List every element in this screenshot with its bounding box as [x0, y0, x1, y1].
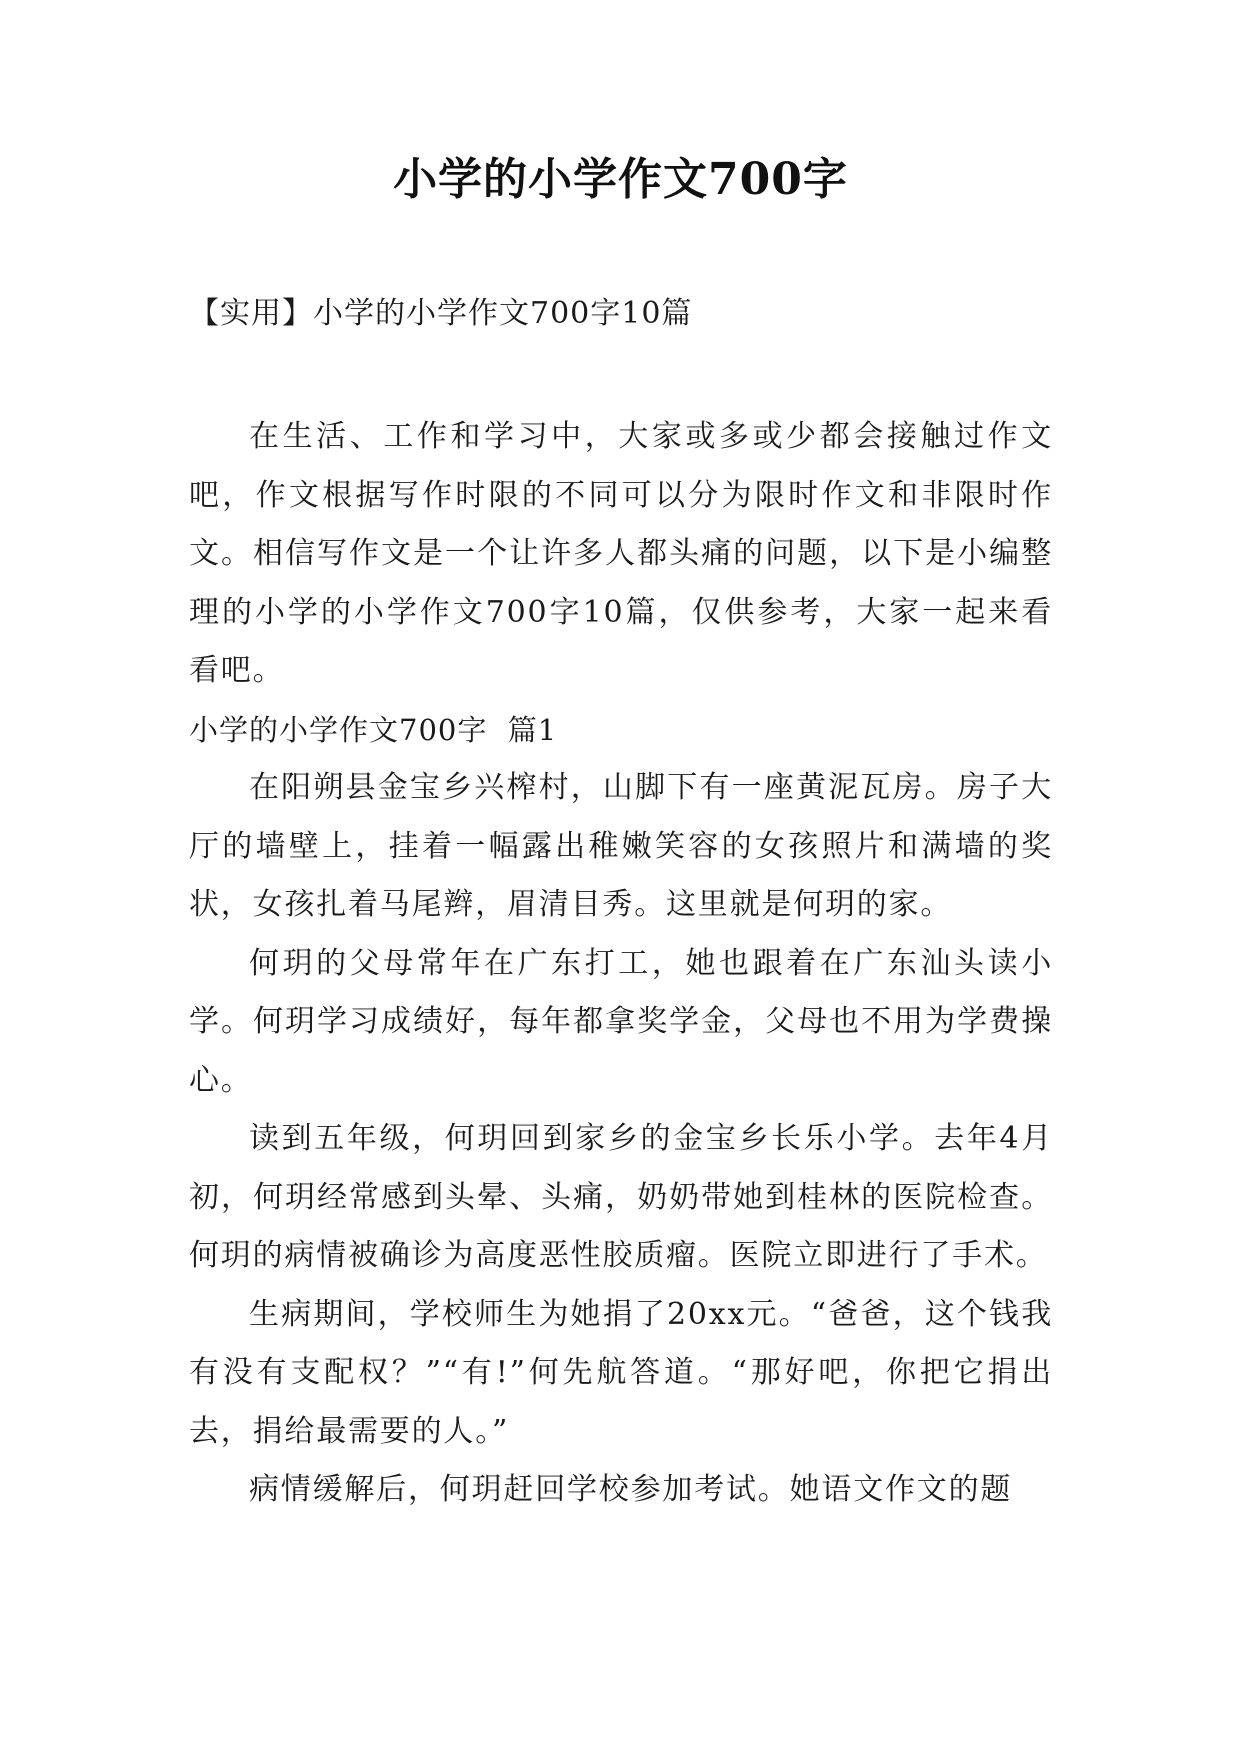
intro-paragraph: 在生活、工作和学习中，大家或多或少都会接触过作文吧，作文根据写作时限的不同可以分为限时作文和非限时作文。相信写作文是一个让许多人都头痛的问题，以下是小编整理的小学的小学作文700字10篇，仅供参考，大家一起来看看吧。 [189, 419, 1053, 688]
body-paragraph: 读到五年级，何玥回到家乡的金宝乡长乐小学。去年4月初，何玥经常感到头晕、头痛，奶奶带她到桂林的医院检查。何玥的病情被确诊为高度恶性胶质瘤。医院立即进行了手术。 [189, 1121, 1053, 1273]
body-paragraph: 病情缓解后，何玥赶回学校参加考试。她语文作文的题 [249, 1472, 1013, 1507]
body-paragraph: 生病期间，学校师生为她捐了20xx元。“爸爸，这个钱我有没有支配权？”“有!”何先航答道。“那好吧，你把它捐出去，捐给最需要的人。” [189, 1296, 1053, 1449]
body-paragraph: 在阳朔县金宝乡兴榨村，山脚下有一座黄泥瓦房。房子大厅的墙壁上，挂着一幅露出稚嫩笑容的女孩照片和满墙的奖状，女孩扎着马尾辫，眉清目秀。这里就是何玥的家。 [189, 770, 1053, 922]
body-paragraph: 何玥的父母常年在广东打工，她也跟着在广东汕头读小学。何玥学习成绩好，每年都拿奖学金，父母也不用为学费操心。 [189, 945, 1053, 1098]
document-body [189, 408, 1053, 1520]
document-title: 小学的小学作文700字 [393, 154, 848, 205]
document-subtitle: 【实用】小学的小学作文700字10篇 [189, 296, 693, 331]
section-heading: 小学的小学作文700字 篇1 [189, 712, 558, 747]
